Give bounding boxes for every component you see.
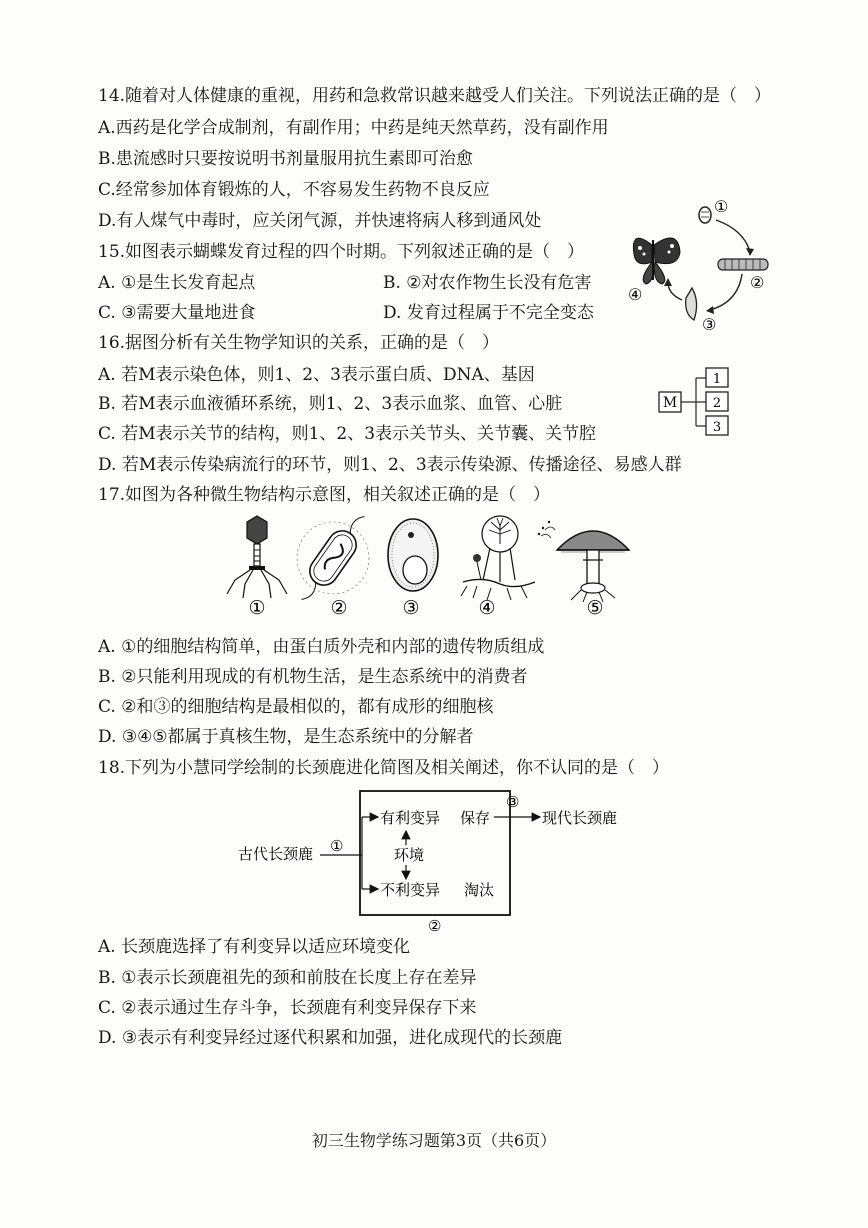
q14-option-c: C.经常参加体育锻炼的人，不容易发生药物不良反应: [98, 180, 490, 200]
q17-label-2: ②: [330, 597, 348, 619]
evo-eliminate: 淘汰: [464, 881, 495, 899]
evo-start-label: 古代长颈鹿: [238, 845, 314, 863]
q17-option-a: A. ①的细胞结构简单，由蛋白质外壳和内部的遗传物质组成: [98, 637, 545, 657]
q14-option-d: D.有人煤气中毒时，应关闭气源，并快速将病人移到通风处: [98, 211, 542, 231]
m-tree-child-1: 1: [712, 372, 722, 387]
mushroom-icon: [538, 521, 629, 602]
caterpillar-icon: [718, 259, 768, 270]
m-tree-child-2: 2: [712, 396, 722, 411]
q18-option-c: C. ②表示通过生存斗争，长颈鹿有利变异保存下来: [98, 998, 477, 1018]
q15-label-1: ①: [714, 197, 729, 216]
evo-mark-2: ②: [428, 917, 442, 935]
q15-option-b: B. ②对农作物生长没有危害: [383, 273, 592, 293]
mold-icon: [461, 516, 535, 600]
q17-option-c: C. ②和③的细胞结构是最相似的，都有成形的细胞核: [98, 697, 494, 717]
q15-label-4: ④: [628, 285, 643, 304]
evo-favorable: 有利变异: [380, 809, 441, 827]
q17-label-4: ④: [478, 597, 496, 619]
q17-option-b: B. ②只能利用现成的有机物生活，是生态系统中的消费者: [98, 667, 528, 687]
virus-icon: [227, 516, 287, 598]
q17-stem: 17.如图为各种微生物结构示意图，相关叙述正确的是（ ）: [98, 485, 551, 505]
q17-label-5: ⑤: [586, 597, 604, 619]
q15-option-d: D. 发育过程属于不完全变态: [383, 303, 594, 323]
q14-stem: 14.随着对人体健康的重视，用药和急救常识越来越受人们关注。下列说法正确的是（ ）: [98, 86, 772, 106]
evo-mark-1: ①: [330, 837, 344, 855]
q16-option-c: C. 若M表示关节的结构，则1、2、3表示关节头、关节囊、关节腔: [98, 424, 597, 444]
microbes-figure: [215, 510, 635, 622]
evo-mark-3: ③: [506, 793, 520, 811]
evo-unfavorable: 不利变异: [380, 881, 441, 899]
q16-option-d: D. 若M表示传染病流行的环节，则1、2、3表示传染源、传播途径、易感人群: [98, 455, 682, 475]
m-tree-child-3: 3: [712, 420, 722, 435]
q18-option-a: A. 长颈鹿选择了有利变异以适应环境变化: [98, 937, 411, 957]
evo-keep: 保存: [460, 809, 491, 827]
q17-label-3: ③: [402, 597, 420, 619]
q16-option-b: B. 若M表示血液循环系统，则1、2、3表示血浆、血管、心脏: [98, 394, 563, 414]
q15-option-c: C. ③需要大量地进食: [98, 303, 256, 323]
q18-stem: 18.下列为小慧同学绘制的长颈鹿进化简图及相关阐述，你不认同的是（ ）: [98, 758, 670, 778]
q17-option-d: D. ③④⑤都属于真核生物，是生态系统中的分解者: [98, 727, 474, 747]
butterfly-icon: [633, 238, 680, 284]
q18-option-d: D. ③表示有利变异经过逐代积累和加强，进化成现代的长颈鹿: [98, 1028, 563, 1048]
evo-end-label: 现代长颈鹿: [542, 809, 618, 827]
q17-label-1: ①: [248, 597, 266, 619]
m-tree-root: M: [662, 395, 678, 411]
q16-stem: 16.据图分析有关生物学知识的关系，正确的是（ ）: [98, 333, 500, 353]
evo-environment: 环境: [394, 846, 425, 864]
butterfly-lifecycle-figure: [622, 190, 782, 338]
q15-option-a: A. ①是生长发育起点: [98, 273, 256, 293]
q14-option-b: B.患流感时只要按说明书剂量服用抗生素即可治愈: [98, 149, 473, 169]
m-tree-figure: [656, 364, 734, 440]
q14-option-a: A.西药是化学合成制剂，有副作用；中药是纯天然草药，没有副作用: [98, 118, 609, 138]
q15-label-2: ②: [750, 273, 765, 292]
q15-stem: 15.如图表示蝴蝶发育过程的四个时期。下列叙述正确的是（ ）: [98, 242, 585, 262]
q18-option-b: B. ①表示长颈鹿祖先的颈和前肢在长度上存在差异: [98, 968, 477, 988]
page-footer: 初三生物学练习题第3页（共6页）: [311, 1131, 557, 1150]
pupa-icon: [686, 288, 697, 320]
giraffe-evolution-diagram: [236, 785, 636, 935]
egg-icon: [699, 207, 711, 223]
q16-option-a: A. 若M表示染色体，则1、2、3表示蛋白质、DNA、基因: [98, 365, 535, 385]
q15-label-3: ③: [702, 315, 717, 334]
yeast-cell-icon: [388, 519, 438, 591]
bacterium-icon: [292, 510, 375, 609]
